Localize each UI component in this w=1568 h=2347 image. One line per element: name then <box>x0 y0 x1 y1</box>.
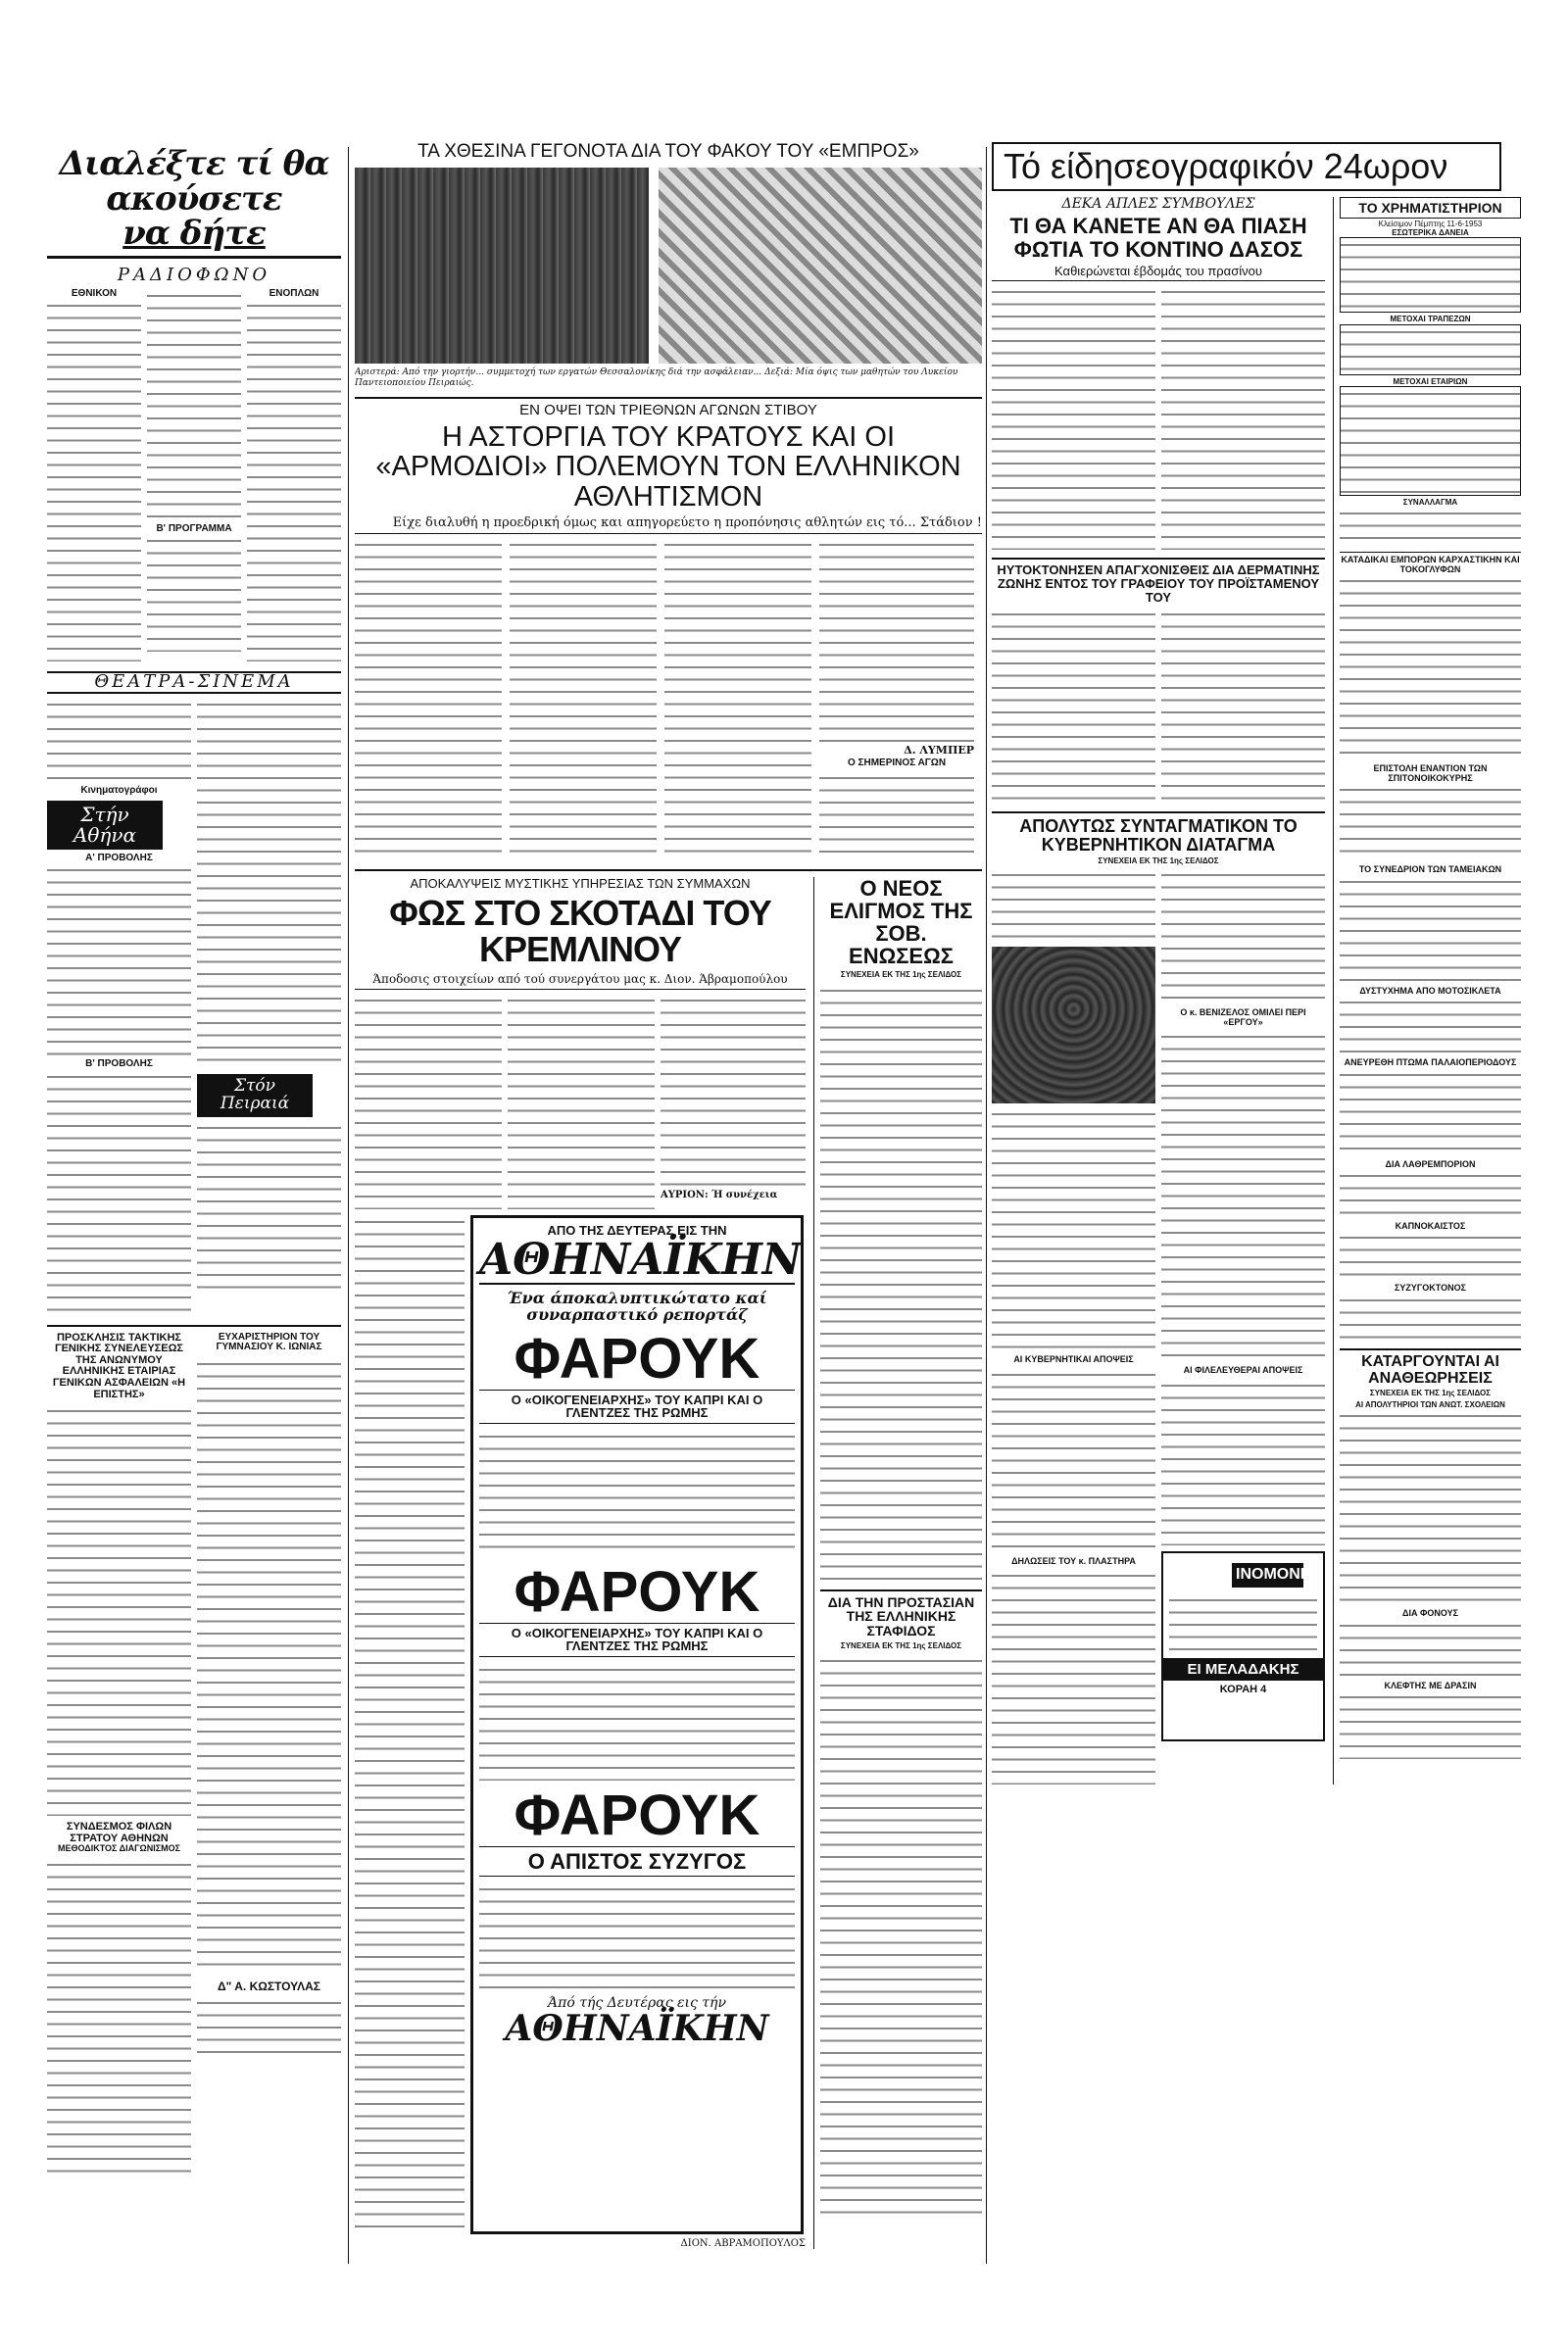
ten-kicker: ΔΕΚΑ ΑΠΛΕΣ ΣΥΜΒΟΥΛΕΣ <box>1061 195 1255 212</box>
sports-text-3 <box>664 538 811 861</box>
r-head-4: ΔΥΣΤΥΧΗΜΑ ΑΠΟ ΜΟΤΟΣΙΚΛΕΤΑ <box>1359 985 1501 996</box>
ten-text-2 <box>1161 285 1325 550</box>
kremlin-text-2 <box>508 994 655 1209</box>
murder-text <box>1340 1619 1521 1678</box>
athina-logo: Στήν Αθήνα <box>47 801 163 850</box>
radio-sub-armed: ΕΝΟΠΛΩΝ <box>269 287 319 299</box>
thanks-title: ΕΥΧΑΡΙΣΤΗΡΙΟΝ ΤΟΥ ΓΥΜΝΑΣΙΟΥ Κ. ΙΩΝΙΑΣ <box>216 1331 322 1353</box>
stock-sub: ΕΣΩΤΕΡΙΚΑ ΔΑΝΕΙΑ <box>1392 227 1469 237</box>
kremlin-cont: ΑΥΡΙΟΝ: Ή συνέχεια <box>661 1190 778 1201</box>
column-rule-2 <box>986 147 987 2264</box>
sports-headline: Η ΑΣΤΟΡΓΙΑ ΤΟΥ ΚΡΑΤΟΥΣ ΚΑΙ ΟΙ «ΑΡΜΟΔΙΟΙ» ΠΟΛΕΜΟΥΝ ΤΟΝ ΕΛΛΗΝΙΚΟΝ ΑΘΛΗΤΙΣΜΟΝ <box>375 420 961 513</box>
athina-first-run: Α' ΠΡΟΒΟΛΗΣ <box>85 852 153 863</box>
r-head-2: ΕΠΙΣΤΟΛΗ ΕΝΑΝΤΙΟΝ ΤΩΝ ΣΠΙΤΟΝΟΙΚΟΚΥΡΗΣ <box>1373 763 1488 783</box>
ad-bottom: Άπό τής Δευτέρας εις τήν <box>548 1994 726 2011</box>
r-head-8: ΣΥΖΥΓΟΚΤΟΝΟΣ <box>1394 1283 1467 1294</box>
fx-table <box>1340 507 1521 546</box>
ad-name-2: ΦΑΡΟΥΚ <box>514 1559 760 1624</box>
raisin-text <box>820 1654 982 2223</box>
kremlin-kicker: ΑΠΟΚΑΛΥΨΕΙΣ ΜΥΣΤΙΚΗΣ ΥΠΗΡΕΣΙΑΣ ΤΩΝ ΣΥΜΜΑΧΩΝ <box>410 876 751 891</box>
listings-banner <box>47 147 341 259</box>
right-section <box>992 142 1521 2278</box>
ad-paper: ΑΘΗΝΑΪΚΗΝ <box>479 1234 803 1285</box>
arrest-cont: ΣΥΝΕΧΕΙΑ ΕΚ ΤΗΣ 1ης ΣΕΛΙΔΟΣ <box>1369 1389 1492 1398</box>
decree-text-2 <box>992 1107 1155 1352</box>
ten-headline: ΤΙ ΘΑ ΚΑΝΕΤΕ ΑΝ ΘΑ ΠΙΑΣΗ ΦΩΤΙΑ ΤΟ ΚΟΝΤΙΝΟ ΔΑΣΟΣ <box>1009 214 1307 262</box>
sports-text-2 <box>510 538 657 861</box>
syndesmos-title: ΣΥΝΔΕΣΜΟΣ ΦΙΛΩΝ ΣΤΡΑΤΟΥ ΑΘΗΝΩΝ <box>66 1821 172 1844</box>
gov-views: ΑΙ ΚΥΒΕΡΝΗΤΙΚΑΙ ΑΠΟΨΕΙΣ <box>1013 1354 1134 1365</box>
radio-sub-national: ΕΘΝΙΚΟΝ <box>71 287 118 299</box>
thief-text <box>1340 1690 1521 1759</box>
plastiras-head: ΔΗΛΩΣΕΙΣ ΤΟΥ κ. ΠΛΑΣΤΗΡΑ <box>1011 1555 1136 1566</box>
photo-caption-text: Αριστερά: Από την γιορτήν... συμμετοχή των εργατών Θεσσαλονίκης διά την ασφάλειαν... Δεξιά: Μία όψις των μαθητών του Λυκείου Παντειοποιείου Πειραιώς. <box>355 367 958 388</box>
athina-text-2 <box>47 1070 191 1315</box>
photo-left <box>355 168 649 364</box>
r-head-7: ΚΑΠΝΟΚΑΙΣΤΟΣ <box>1395 1220 1466 1231</box>
ad-sub-3: Ο ΑΠΙΣΤΟΣ ΣΥΖΥΓΟΣ <box>479 1846 795 1877</box>
stock-title: ΤΟ ΧΡΗΜΑΤΙΣΤΗΡΙΟΝ <box>1340 197 1521 220</box>
r-head-5: ΑΝΕΥΡΕΘΗ ΠΤΩΜΑ ΠΑΛΑΙΟΠΕΡΙΟΔΟΥΣ <box>1344 1057 1517 1068</box>
stock-metals: ΜΕΤΟΧΑΙ ΤΡΑΠΕΖΩΝ <box>1390 315 1471 324</box>
decree-text-1 <box>992 868 1155 947</box>
raisin-cont: ΣΥΝΕΧΕΙΑ ΕΚ ΤΗΣ 1ης ΣΕΛΙΔΟΣ <box>840 1640 962 1650</box>
ten-deck: Καθιερώνεται έβδομάς του πρασίνου <box>992 265 1325 282</box>
decree-text-3 <box>992 1368 1155 1554</box>
r-head-3: ΤΟ ΣΥΝΕΔΡΙΟΝ ΤΩΝ ΤΑΜΕΙΑΚΩΝ <box>1358 864 1502 875</box>
ad-teaser: Ένα άποκαλυπτικώτατο καί συναρπαστικό ρεπορτάζ <box>507 1289 767 1324</box>
ad-list-2 <box>479 1663 795 1781</box>
stock-cos: ΜΕΤΟΧΑΙ ΕΤΑΙΡΙΩΝ <box>1393 376 1468 386</box>
leather-text-1 <box>992 608 1155 804</box>
r-text-7 <box>1340 1231 1521 1280</box>
ad-from: ΑΠΟ ΤΗΣ ΔΕΥΤΕΡΑΣ ΕΙΣ ΤΗΝ <box>547 1223 727 1239</box>
arrest-headline: ΚΑΤΑΡΓΟΥΝΤΑΙ ΑΙ ΑΝΑΘΕΩΡΗΣΕΙΣ <box>1340 1348 1521 1388</box>
stock-table-3 <box>1340 386 1521 496</box>
ad-bottom-paper: ΑΘΗΝΑΪΚΗΝ <box>505 2007 769 2049</box>
sports-text-1 <box>355 538 502 861</box>
r-text-2 <box>1340 783 1521 861</box>
ad-footer: ΔΙΟΝ. ΑΒΡΑΜΟΠΟΥΛΟΣ <box>680 2238 806 2250</box>
venizelos-head: Ο κ. ΒΕΝΙΖΕΛΟΣ ΟΜΙΛΕΙ ΠΕΡΙ «ΕΡΓΟΥ» <box>1180 1007 1306 1027</box>
decree-cont: ΣΥΝΕΧΕΙΑ ΕΚ ΤΗΣ 1ης ΣΕΛΙΔΟΣ <box>1098 856 1219 866</box>
sports-text-4 <box>819 538 974 744</box>
ad-inomones: ΙΝΟΜΟΝΕΣ <box>1232 1563 1303 1588</box>
ten-text-1 <box>992 285 1155 550</box>
syndesmos-sub: ΜΕΘΟΔΙΚΤΟΣ ΔΙΑΓΩΝΙΣΜΟΣ <box>57 1843 181 1854</box>
ad-name-3: ΦΑΡΟΥΚ <box>514 1784 760 1847</box>
ad-list-3 <box>479 1882 795 1990</box>
ad-melas: ΕΙ ΜΕΛΑΔΑΚΗΣ <box>1163 1658 1323 1682</box>
doctor-name: Δ" Α. ΚΩΣΤΟΥΛΑΣ <box>218 1979 320 1993</box>
raisin-headline: ΔΙΑ ΤΗΝ ΠΡΟΣΤΑΣΙΑΝ ΤΗΣ ΕΛΛΗΝΙΚΗΣ ΣΤΑΦΙΔΟΣ <box>820 1589 982 1638</box>
r-text-1 <box>1340 574 1521 760</box>
inomones-ad <box>1161 1551 1325 1741</box>
radio-text-2 <box>147 289 241 524</box>
stock-table-2 <box>1340 324 1521 375</box>
decree-text-7 <box>1161 1379 1325 1545</box>
farouk-ad <box>470 1215 804 2234</box>
r-text-4 <box>1340 996 1521 1054</box>
kremlin-text-3 <box>661 994 806 1190</box>
piraeus-logo: Στόν Πειραιά <box>197 1074 313 1117</box>
r-head-1: ΚΑΤΑΔΙΚΑΙ ΕΜΠΟΡΩΝ ΚΑΡΧΑΣΤΙΚΗΝ ΚΑΙ ΤΟΚΟΓΛΥΦΩΝ <box>1340 552 1521 574</box>
decree-text-5 <box>1161 868 1325 1005</box>
theatre-text-2 <box>197 698 341 1070</box>
arrest-sub: ΑΙ ΑΠΟΛΥΤΗΡΙΟΙ ΤΩΝ ΑΝΩΤ. ΣΧΟΛΕΙΩΝ <box>1355 1399 1505 1409</box>
kremlin-text-4 <box>355 1215 465 2234</box>
decree-text-6 <box>1161 1030 1325 1363</box>
ad-address: ΚΟΡΑΗ 4 <box>1219 1684 1267 1696</box>
liberal-views: ΑΙ ΦΙΛΕΛΕΥΘΕΡΑΙ ΑΠΟΨΕΙΣ <box>1183 1365 1303 1376</box>
cinema-sub: Κινηματογράφοι <box>80 785 158 797</box>
decree-text-4 <box>992 1569 1155 1785</box>
unions-cont: ΣΥΝΕΧΕΙΑ ΕΚ ΤΗΣ 1ης ΣΕΛΙΔΟΣ <box>840 970 962 980</box>
fx-head: ΣΥΝΑΛΛΑΓΜΑ <box>1402 498 1458 508</box>
ad-sub-1: Ο «ΟΙΚΟΓΕΝΕΙΑΡΧΗΣ» ΤΟΥ ΚΑΠΡΙ ΚΑΙ Ο ΓΛΕΝΤΖΕΣ ΤΗΣ ΡΩΜΗΣ <box>479 1390 795 1424</box>
unions-text <box>820 984 982 1582</box>
thanks-text <box>197 1357 341 1975</box>
kremlin-deck: Άποδοσις στοιχείων από τού συνεργάτου μας κ. Διον. Άβραμοπούλου <box>355 972 806 990</box>
sports-byline: Δ. ΛΥΜΠΕΡ <box>904 744 974 757</box>
banner-line-2: να δήτε <box>122 214 266 254</box>
piraeus-text <box>197 1121 341 1293</box>
photo-right <box>659 168 982 364</box>
athina-text-1 <box>47 863 191 1059</box>
stock-table-1 <box>1340 237 1521 313</box>
kremlin-headline: ΦΩΣ ΣΤΟ ΣΚΟΤΑΔΙ ΤΟΥ ΚΡΕΜΛΙΝΟΥ <box>389 892 771 970</box>
radio-heading: ΡΑΔΙΟΦΩΝΟ <box>117 265 271 286</box>
decree-headline: ΑΠΟΛΥΤΩΣ ΣΥΝΤΑΓΜΑΤΙΚΟΝ ΤΟ ΚΥΒΕΡΝΗΤΙΚΟΝ ΔΙΑΤΑΓΜΑ <box>992 811 1325 855</box>
portrait-photo <box>992 947 1155 1103</box>
column-rule-1 <box>348 147 349 2264</box>
left-column <box>47 147 341 2264</box>
photo-block <box>355 168 982 364</box>
radio-text-3 <box>147 534 241 652</box>
masthead: Τό είδησεογραφικόν 24ωρον <box>992 142 1501 191</box>
r-text-6 <box>1340 1169 1521 1218</box>
arrest-text <box>1340 1409 1521 1605</box>
ad-inomones-text <box>1169 1593 1317 1652</box>
center-column <box>355 142 982 2278</box>
leather-text-2 <box>1161 608 1325 804</box>
thief-head: ΚΛΕΦΤΗΣ ΜΕ ΔΡΑΣΙΝ <box>1384 1680 1477 1690</box>
banner-line-1: Διαλέξτε τί θα ακούσετε <box>59 147 329 219</box>
r-text-3 <box>1340 875 1521 983</box>
ad-list-1 <box>479 1430 795 1557</box>
invitation-text <box>47 1404 191 1816</box>
photo-caption-title: ΤΑ ΧΘΕΣΙΝΑ ΓΕΓΟΝΟΤΑ ΔΙΑ ΤΟΥ ΦΑΚΟΥ ΤΟΥ «ΕΜΠΡΟΣ» <box>417 142 919 162</box>
ad-name-1: ΦΑΡΟΥΚ <box>514 1326 760 1391</box>
r-text-5 <box>1340 1068 1521 1156</box>
murder-head: ΔΙΑ ΦΟΝΟΥΣ <box>1401 1608 1458 1619</box>
kremlin-text-1 <box>355 994 502 1209</box>
radio-text-4 <box>247 299 341 661</box>
sports-kicker: ΕΝ ΟΨΕΙ ΤΩΝ ΤΡΙΕΘΝΩΝ ΑΓΩΝΩΝ ΣΤΙΒΟΥ <box>355 397 982 418</box>
syndesmos-text <box>47 1858 191 2181</box>
theatre-text-1 <box>47 698 191 786</box>
athina-second-run: Β' ΠΡΟΒΟΛΗΣ <box>85 1058 153 1070</box>
unions-headline: Ο ΝΕΟΣ ΕΛΙΓΜΟΣ ΤΗΣ ΣΟΒ. ΕΝΩΣΕΩΣ <box>829 876 973 969</box>
radio-sub-second: Β' ΠΡΟΓΡΑΜΜΑ <box>156 522 232 534</box>
radio-text-1 <box>47 299 141 661</box>
doctor-text <box>197 1996 341 2055</box>
sports-next: Ο ΣΗΜΕΡΙΝΟΣ ΑΓΩΝ <box>847 758 947 768</box>
ad-sub-2: Ο «ΟΙΚΟΓΕΝΕΙΑΡΧΗΣ» ΤΟΥ ΚΑΠΡΙ ΚΑΙ Ο ΓΛΕΝΤΖΕΣ ΤΗΣ ΡΩΜΗΣ <box>479 1623 795 1657</box>
invitation-title: ΠΡΟΣΚΛΗΣΙΣ ΤΑΚΤΙΚΗΣ ΓΕΝΙΚΗΣ ΣΥΝΕΛΕΥΣΕΩΣ ΤΗΣ ΑΝΩΝΥΜΟΥ ΕΛΛΗΝΙΚΗΣ ΕΤΑΙΡΙΑΣ ΓΕΝΙΚΩΝ ΑΣΦΑΛΕΙΩΝ «Η ΕΠΙΣΤΗΣ» <box>52 1331 186 1400</box>
r-text-8 <box>1340 1294 1521 1343</box>
theatre-heading: ΘΕΑΤΡΑ-ΣΙΝΕΜΑ <box>47 671 341 694</box>
r-head-6: ΔΙΑ ΛΑΘΡΕΜΠΟΡΙΟΝ <box>1385 1158 1476 1169</box>
leather-headline: ΗΥΤΟΚΤΟΝΗΣΕΝ ΑΠΑΓΧΟΝΙΣΘΕΙΣ ΔΙΑ ΔΕΡΜΑΤΙΝΗΣ ΖΩΝΗΣ ΕΝΤΟΣ ΤΟΥ ΓΡΑΦΕΙΟΥ ΤΟΥ ΠΡΟΪΣΤΑΜΕΝΟΥ ΤΟΥ <box>992 558 1325 604</box>
sports-text-5 <box>819 771 974 859</box>
stock-date: Κλείσιμον Πέμπτης 11-6-1953 <box>1378 220 1483 229</box>
sports-deck: Είχε διαλυθή η προεδρική όμως και απηγορεύετο η προπόνησις αθλητών εις τό... Στάδιον ! <box>355 515 982 534</box>
